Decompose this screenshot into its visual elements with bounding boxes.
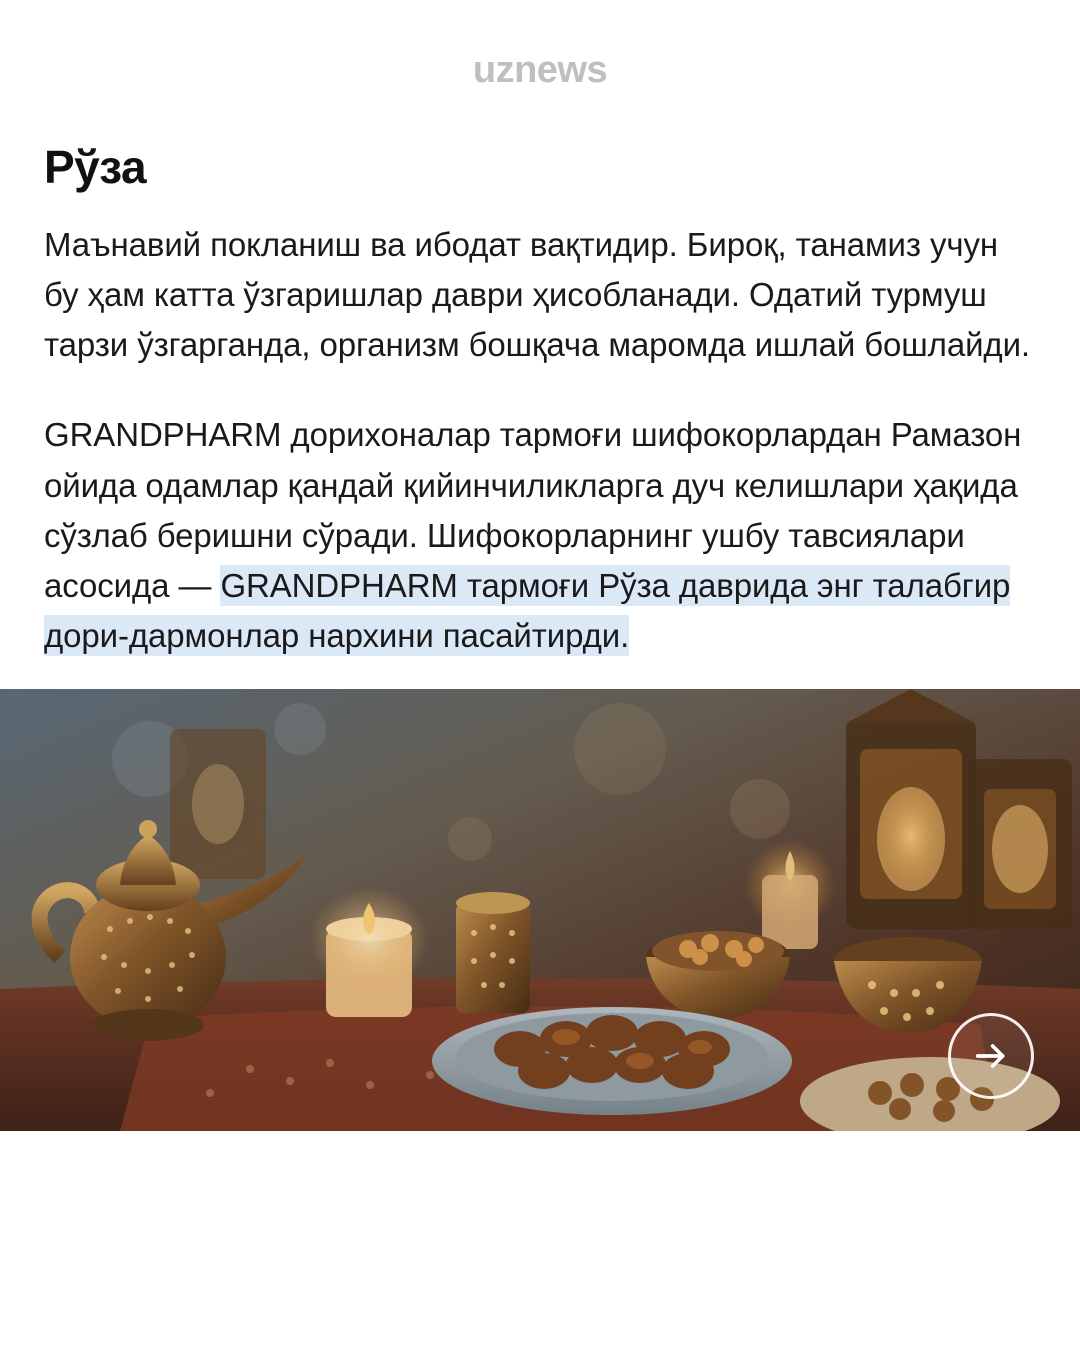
iftar-photo — [0, 689, 1080, 1131]
brand-header — [0, 0, 1080, 140]
arrow-right-icon — [971, 1036, 1011, 1076]
page-title: Рўза — [44, 141, 147, 193]
paragraph-2-lead: GRANDPHARM дорихоналар тармоғи шифокорлардан Рамазон ойида одамлар қандай қийинчиликларга дуч келишлари ҳақида сўзлаб беришни сўради. Шифокорларнинг ушбу тавсиялари асосида — — [44, 416, 1022, 604]
article-paragraph-1: Маънавий покланиш ва ибодат вақтидир. Бироқ, танамиз учун бу ҳам катта ўзгаришлар даври ҳисобланади. Одатий турмуш тарзи ўзгарганда, организм бошқача маромда ишлай бошлайди. — [44, 226, 1030, 364]
article-paragraph-2 — [44, 410, 1036, 661]
article-body — [0, 140, 1080, 661]
brand-logo: uznews — [472, 48, 608, 91]
next-slide-button[interactable] — [948, 1013, 1034, 1099]
highlighted-offer-text: GRANDPHARM тармоғи Рўза даврида энг талабгир дори-дармонлар нархини пасайтирди. — [44, 566, 1011, 655]
